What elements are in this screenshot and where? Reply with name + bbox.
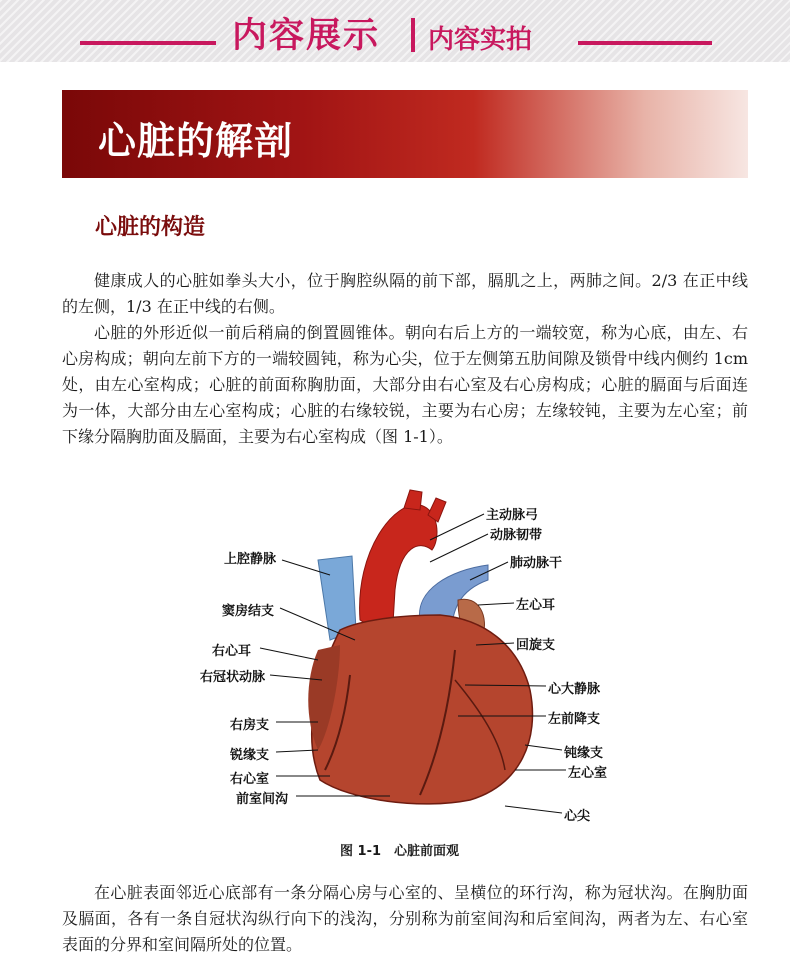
- paragraph-1: 健康成人的心脏如拳头大小，位于胸腔纵隔的前下部，膈肌之上，两肺之间。2/3 在正中线的左侧，1/3 在正中线的右侧。: [62, 271, 748, 316]
- banner-line-right: [578, 41, 712, 45]
- label-great-cardiac-vein: 心大静脉: [548, 682, 601, 697]
- heart-figure: [0, 480, 790, 860]
- label-sinoatrial-branch: 窦房结支: [222, 604, 275, 619]
- banner-line-left: [80, 41, 216, 45]
- label-ligamentum-arteriosum: 动脉韧带: [490, 528, 543, 543]
- banner-separator: [411, 18, 415, 52]
- label-superior-vena-cava: 上腔静脉: [224, 552, 277, 567]
- section-title: 心脏的解剖: [98, 119, 294, 163]
- paragraph-2: 心脏的外形近似一前后稍扁的倒置圆锥体。朝向右后上方的一端较宽，称为心底，由左、右心房构成；朝向左前下方的一端较圆钝，称为心尖，位于左侧第五肋间隙及锁骨中线内侧约 1cm 处，由左心室构成；心脏的前面称胸肋面，大部分由右心室及右心房构成；心脏的膈面与后面连为一体，大部分由左心室构成；心脏的右缘较锐，主要为右心房；左缘较钝，主要为左心室；前下缘分隔胸肋面及膈面，主要为右心室构成（图 1-1）。: [62, 323, 748, 446]
- label-right-atrial-branch: 右房支: [230, 718, 270, 733]
- label-anterior-interventricular-groove: 前室间沟: [236, 792, 289, 807]
- label-aortic-arch: 主动脉弓: [486, 508, 539, 523]
- label-obtuse-marginal-branch: 钝缘支: [564, 746, 604, 761]
- top-banner: [0, 0, 790, 62]
- section-title-band: [62, 90, 748, 178]
- heart-illustration: [0, 480, 790, 860]
- subheading: 心脏的构造: [95, 215, 206, 240]
- banner-subtitle: 内容实拍: [428, 25, 533, 55]
- label-right-ventricle: 右心室: [230, 772, 270, 787]
- label-circumflex-branch: 回旋支: [516, 638, 556, 653]
- label-apex: 心尖: [564, 809, 591, 824]
- label-pulmonary-trunk: 肺动脉干: [510, 556, 563, 571]
- label-left-auricle: 左心耳: [516, 598, 556, 613]
- figure-caption: 图 1-1 心脏前面观: [340, 844, 460, 859]
- banner-title: 内容展示: [232, 16, 381, 56]
- label-left-ventricle: 左心室: [568, 766, 608, 781]
- paragraph-3: 在心脏表面邻近心底部有一条分隔心房与心室的、呈横位的环行沟，称为冠状沟。在胸肋面及膈面，各有一条自冠状沟纵行向下的浅沟，分别称为前室间沟和后室间沟，两者为左、右心室表面的分界和室间隔所处的位置。: [62, 883, 748, 954]
- label-marginal-branch: 锐缘支: [230, 748, 270, 763]
- label-right-coronary-artery: 右冠状动脉: [200, 670, 266, 685]
- label-left-anterior-descending: 左前降支: [548, 712, 601, 727]
- label-right-auricle: 右心耳: [212, 644, 252, 659]
